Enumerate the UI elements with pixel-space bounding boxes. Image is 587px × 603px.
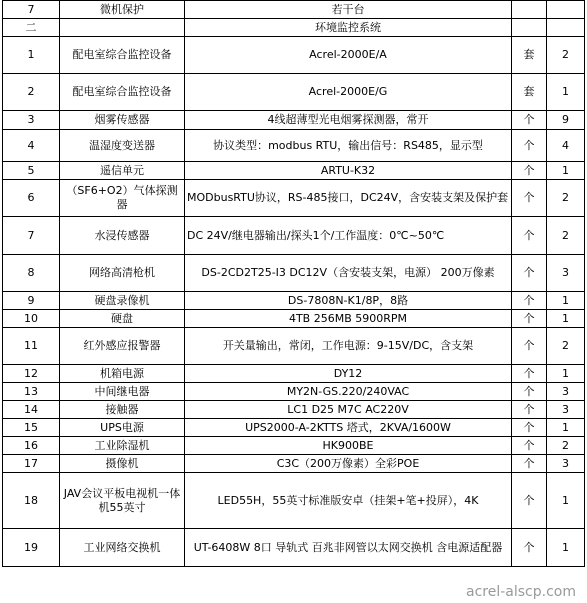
item-unit: 个 <box>512 217 547 255</box>
item-spec: LED55H，55英寸标准版安卓（挂架+笔+投屏），4K <box>185 473 512 529</box>
item-name: 微机保护 <box>60 1 185 19</box>
item-quantity: 4 <box>547 130 585 162</box>
item-spec: Acrel-2000E/G <box>185 74 512 111</box>
item-unit: 套 <box>512 37 547 74</box>
row-number: 14 <box>3 401 60 419</box>
table-row <box>3 419 585 437</box>
item-unit: 个 <box>512 419 547 437</box>
item-name: 摄像机 <box>60 455 185 473</box>
item-spec: 环境监控系统 <box>185 19 512 37</box>
item-unit: 个 <box>512 162 547 180</box>
row-number: 2 <box>3 74 60 111</box>
item-unit: 个 <box>512 455 547 473</box>
table-row <box>3 255 585 292</box>
item-unit: 个 <box>512 292 547 310</box>
item-name: 机箱电源 <box>60 365 185 383</box>
equipment-list-table <box>2 0 585 567</box>
item-unit: 个 <box>512 255 547 292</box>
item-quantity: 1 <box>547 419 585 437</box>
item-unit: 个 <box>512 180 547 217</box>
row-number: 19 <box>3 529 60 567</box>
item-name: 配电室综合监控设备 <box>60 37 185 74</box>
item-spec: DC 24V/继电器输出/探头1个/工作温度：0℃~50℃ <box>185 217 512 255</box>
item-quantity: 1 <box>547 529 585 567</box>
item-spec: DS-7808N-K1/8P，8路 <box>185 292 512 310</box>
row-number: 1 <box>3 37 60 74</box>
row-number: 9 <box>3 292 60 310</box>
table-row <box>3 455 585 473</box>
table-row <box>3 365 585 383</box>
item-quantity <box>547 19 585 37</box>
item-quantity <box>547 1 585 19</box>
item-unit: 个 <box>512 328 547 365</box>
item-unit: 个 <box>512 383 547 401</box>
table-body <box>3 1 585 567</box>
row-number: 4 <box>3 130 60 162</box>
table-row <box>3 111 585 130</box>
item-name: 遥信单元 <box>60 162 185 180</box>
row-number: 17 <box>3 455 60 473</box>
table-row <box>3 74 585 111</box>
item-spec: 若干台 <box>185 1 512 19</box>
item-spec: ARTU-K32 <box>185 162 512 180</box>
row-number: 7 <box>3 1 60 19</box>
item-name: 硬盘录像机 <box>60 292 185 310</box>
item-spec: 协议类型：modbus RTU，输出信号：RS485，显示型 <box>185 130 512 162</box>
item-unit: 套 <box>512 74 547 111</box>
table-row <box>3 401 585 419</box>
row-number: 15 <box>3 419 60 437</box>
table-row <box>3 1 585 19</box>
item-spec: HK900BE <box>185 437 512 455</box>
row-number: 10 <box>3 310 60 328</box>
item-unit <box>512 1 547 19</box>
row-number: 18 <box>3 473 60 529</box>
row-number: 8 <box>3 255 60 292</box>
item-spec: UT-6408W 8口 导轨式 百兆非网管以太网交换机 含电源适配器 <box>185 529 512 567</box>
table-row <box>3 328 585 365</box>
item-name: （SF6+O2）气体探测器 <box>60 180 185 217</box>
item-quantity: 2 <box>547 180 585 217</box>
item-name: 红外感应报警器 <box>60 328 185 365</box>
item-quantity: 1 <box>547 473 585 529</box>
item-name: 硬盘 <box>60 310 185 328</box>
item-spec: DS-2CD2T25-I3 DC12V（含安装支架，电源） 200万像素 <box>185 255 512 292</box>
item-name: 工业除湿机 <box>60 437 185 455</box>
item-spec: Acrel-2000E/A <box>185 37 512 74</box>
item-unit: 个 <box>512 310 547 328</box>
row-number: 7 <box>3 217 60 255</box>
table-row <box>3 437 585 455</box>
table-row <box>3 180 585 217</box>
item-name: 配电室综合监控设备 <box>60 74 185 111</box>
item-name: JAV会议平板电视机一体机55英寸 <box>60 473 185 529</box>
item-unit: 个 <box>512 529 547 567</box>
row-number: 5 <box>3 162 60 180</box>
item-unit <box>512 19 547 37</box>
item-quantity: 3 <box>547 255 585 292</box>
item-name: 网络高清枪机 <box>60 255 185 292</box>
table-row <box>3 130 585 162</box>
table-row <box>3 529 585 567</box>
item-unit: 个 <box>512 473 547 529</box>
item-name: 温湿度变送器 <box>60 130 185 162</box>
item-quantity: 1 <box>547 310 585 328</box>
item-name: 烟雾传感器 <box>60 111 185 130</box>
item-spec: MODbusRTU协议，RS-485接口，DC24V，含安装支架及保护套 <box>185 180 512 217</box>
item-name: 工业网络交换机 <box>60 529 185 567</box>
item-name: UPS电源 <box>60 419 185 437</box>
table-row <box>3 217 585 255</box>
table-row <box>3 162 585 180</box>
item-quantity: 3 <box>547 383 585 401</box>
row-number: 11 <box>3 328 60 365</box>
item-quantity: 2 <box>547 37 585 74</box>
item-name <box>60 19 185 37</box>
item-quantity: 2 <box>547 217 585 255</box>
item-quantity: 2 <box>547 437 585 455</box>
item-spec: 开关量输出，常闭，工作电源：9-15V/DC，含支架 <box>185 328 512 365</box>
item-quantity: 1 <box>547 365 585 383</box>
row-number: 二 <box>3 19 60 37</box>
item-name: 接触器 <box>60 401 185 419</box>
row-number: 12 <box>3 365 60 383</box>
item-quantity: 3 <box>547 455 585 473</box>
item-spec: DY12 <box>185 365 512 383</box>
item-quantity: 3 <box>547 401 585 419</box>
item-name: 中间继电器 <box>60 383 185 401</box>
section-row <box>3 19 585 37</box>
item-spec: C3C（200万像素）全彩POE <box>185 455 512 473</box>
item-spec: LC1 D25 M7C AC220V <box>185 401 512 419</box>
item-unit: 个 <box>512 365 547 383</box>
table-row <box>3 292 585 310</box>
item-quantity: 9 <box>547 111 585 130</box>
table-row <box>3 310 585 328</box>
row-number: 3 <box>3 111 60 130</box>
table-row <box>3 383 585 401</box>
item-unit: 个 <box>512 437 547 455</box>
row-number: 16 <box>3 437 60 455</box>
item-quantity: 2 <box>547 328 585 365</box>
table-row <box>3 473 585 529</box>
watermark-logo: acrel-alscp.com <box>463 584 579 600</box>
item-spec: UPS2000-A-2KTTS 塔式，2KVA/1600W <box>185 419 512 437</box>
item-unit: 个 <box>512 111 547 130</box>
item-spec: 4TB 256MB 5900RPM <box>185 310 512 328</box>
table-row <box>3 37 585 74</box>
item-quantity: 1 <box>547 292 585 310</box>
item-unit: 个 <box>512 401 547 419</box>
item-spec: MY2N-GS.220/240VAC <box>185 383 512 401</box>
row-number: 6 <box>3 180 60 217</box>
item-unit: 个 <box>512 130 547 162</box>
item-quantity: 1 <box>547 74 585 111</box>
item-name: 水浸传感器 <box>60 217 185 255</box>
row-number: 13 <box>3 383 60 401</box>
item-quantity: 1 <box>547 162 585 180</box>
item-spec: 4线超薄型光电烟雾探测器，常开 <box>185 111 512 130</box>
